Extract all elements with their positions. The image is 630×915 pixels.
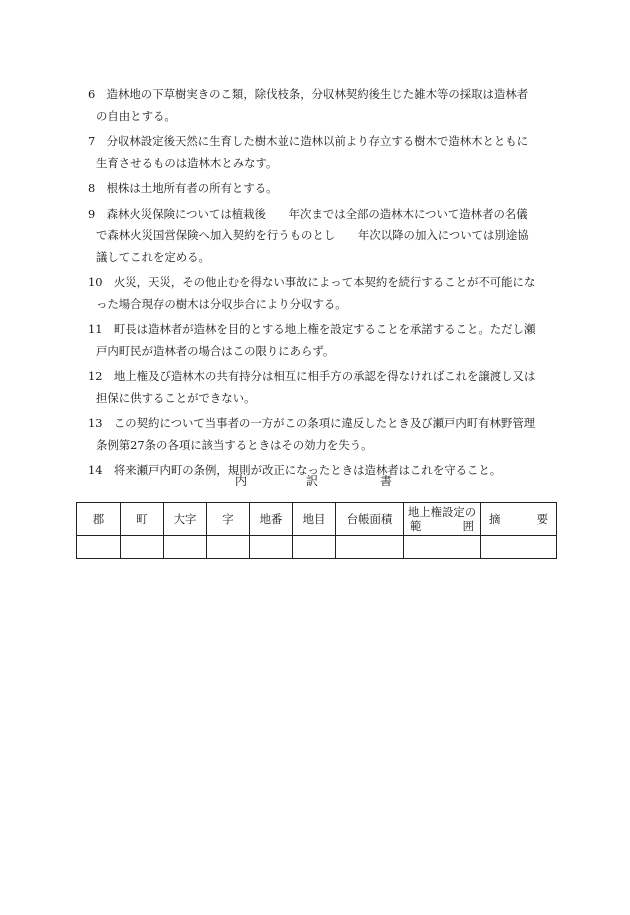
header-tekiyo-char: 摘 [489, 512, 501, 526]
header-oaza: 大字 [164, 503, 207, 536]
clause-line: で森林火災国営保険へ加入契約を行うものとし 年次以降の加入については別途協 [96, 228, 529, 242]
table-cell [250, 536, 293, 559]
header-tekiyo [481, 503, 557, 536]
table-cell [77, 536, 121, 559]
clause-line: 6 造林地の下草樹実きのこ類，除伐枝条，分収林契約後生じた雑木等の採取は造林者 [88, 87, 529, 101]
header-chijoken-char: 範 [410, 519, 422, 533]
header-gun: 郡 [77, 503, 121, 536]
table-title-char: 訳 [306, 474, 319, 488]
clause-line: 担保に供することができない。 [96, 390, 256, 405]
table-title [0, 472, 630, 492]
clause-line: 7 分収林設定後天然に生育した樹木並に造林以前より存立する樹木で造林木とともに [88, 134, 529, 148]
header-chijoken-line1: 地上権設定の [407, 505, 477, 519]
table-cell [164, 536, 207, 559]
clause-line: 生育させるものは造林木とみなす。 [96, 155, 278, 170]
clause-line: 戸内町民が造林者の場合はこの限りにあらず。 [96, 343, 335, 358]
clause-10 [88, 272, 556, 315]
clause-line: 8 根株は土地所有者の所有とする。 [88, 181, 278, 195]
clause-11 [88, 319, 556, 362]
clause-8 [88, 178, 556, 200]
table-title-char: 内 [235, 474, 248, 488]
clause-line: 10 火災，天災，その他止むを得ない事故によって本契約を続行することが不可能にな [88, 275, 536, 289]
clause-line: の自由とする。 [96, 108, 176, 123]
table-header-row [77, 503, 557, 536]
contract-clauses [88, 84, 556, 486]
table-row [77, 536, 557, 559]
header-tekiyo-char: 要 [536, 512, 548, 526]
table-cell [404, 536, 481, 559]
clause-13 [88, 413, 556, 456]
clause-line: った場合現存の樹木は分収歩合により分収する。 [96, 296, 347, 311]
table-cell [293, 536, 336, 559]
clause-9 [88, 204, 556, 269]
table-title-char: 書 [380, 474, 393, 488]
clause-line: 12 地上権及び造林木の共有持分は相互に相手方の承認を得なければこれを譲渡し又は [88, 369, 536, 383]
clause-12 [88, 366, 556, 409]
header-chijoken-char: 囲 [462, 519, 474, 533]
header-chiban: 地番 [250, 503, 293, 536]
header-aza: 字 [207, 503, 250, 536]
clause-line: 議してこれを定める。 [96, 249, 210, 264]
header-cho: 町 [121, 503, 164, 536]
clause-line: 条例第27条の各項に該当するときはその効力を失う。 [96, 437, 373, 452]
header-chijoken-line2 [404, 519, 480, 533]
header-tekiyo-text [481, 511, 556, 527]
table-cell [481, 536, 557, 559]
table-cell [207, 536, 250, 559]
clause-line: 11 町長は造林者が造林を目的とする地上権を設定することを承諾すること。ただし瀬 [88, 322, 536, 336]
clause-line: 13 この契約について当事者の一方がこの条項に違反したとき及び瀬戸内町有林野管理 [88, 416, 536, 430]
clause-6 [88, 84, 556, 127]
header-chimoku: 地目 [293, 503, 336, 536]
table-cell [121, 536, 164, 559]
detail-table [76, 502, 557, 559]
table-cell [336, 536, 404, 559]
clause-line: 9 森林火災保険については植栽後 年次までは全部の造林木について造林者の名儀 [88, 206, 528, 221]
clause-7 [88, 131, 556, 174]
header-daicho-menseki: 台帳面積 [336, 503, 404, 536]
clause-line: 14 将来瀬戸内町の条例，規則が改正になったときは造林者はこれを守ること。 [88, 463, 502, 477]
header-chijoken-range [404, 503, 481, 536]
